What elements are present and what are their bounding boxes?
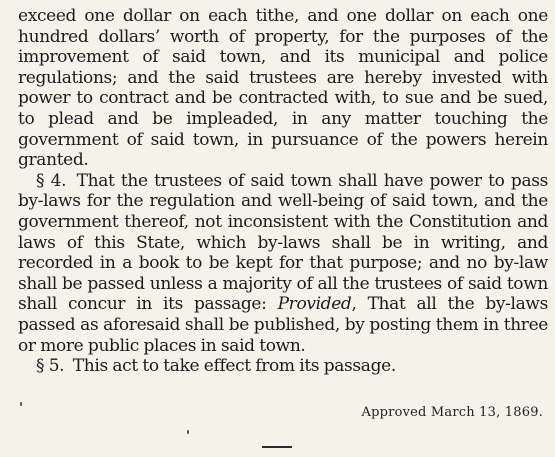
approval-date: Approved March 13, 1869. — [361, 405, 543, 420]
section-4-text: That the trustees of said town shall have power to pass by-laws for the regulation and well-being of said town, and the government thereof, not inconsistent with the Constitution and laws of this State, which by-laws shall be in writing, and recorded in a book to be kept for that purpose; and no by-law shall be passed unless a majority of all the trustees of said town shall concur in its passage: — [18, 170, 548, 315]
section-4-provided: Provided — [277, 294, 352, 315]
section-4-paragraph — [18, 171, 548, 356]
print-speck — [187, 430, 189, 434]
print-speck — [20, 402, 22, 406]
section-end-rule — [262, 446, 292, 448]
section-5-mark: § 5. — [36, 356, 65, 377]
section-5-paragraph — [18, 356, 548, 377]
document-body — [18, 6, 548, 377]
section-5-text: This act to take effect from its passage. — [72, 356, 396, 377]
section-4-text-continued: , That all the by-laws passed as aforesaid shall be published, by posting them in three or more public places in said town. — [18, 294, 548, 356]
paragraph-continuation: exceed one dollar on each tithe, and one dollar on each one hundred dollars’ worth of property, for the purposes of the improvement of said town, and its municipal and police regulations; and the said trustees are hereby invested with power to contract and be contracted with, to sue and be sued, to plead and be impleaded, in any matter touching the government of said town, in pursuance of the powers herein granted. — [18, 6, 548, 171]
section-4-mark: § 4. — [36, 170, 67, 191]
